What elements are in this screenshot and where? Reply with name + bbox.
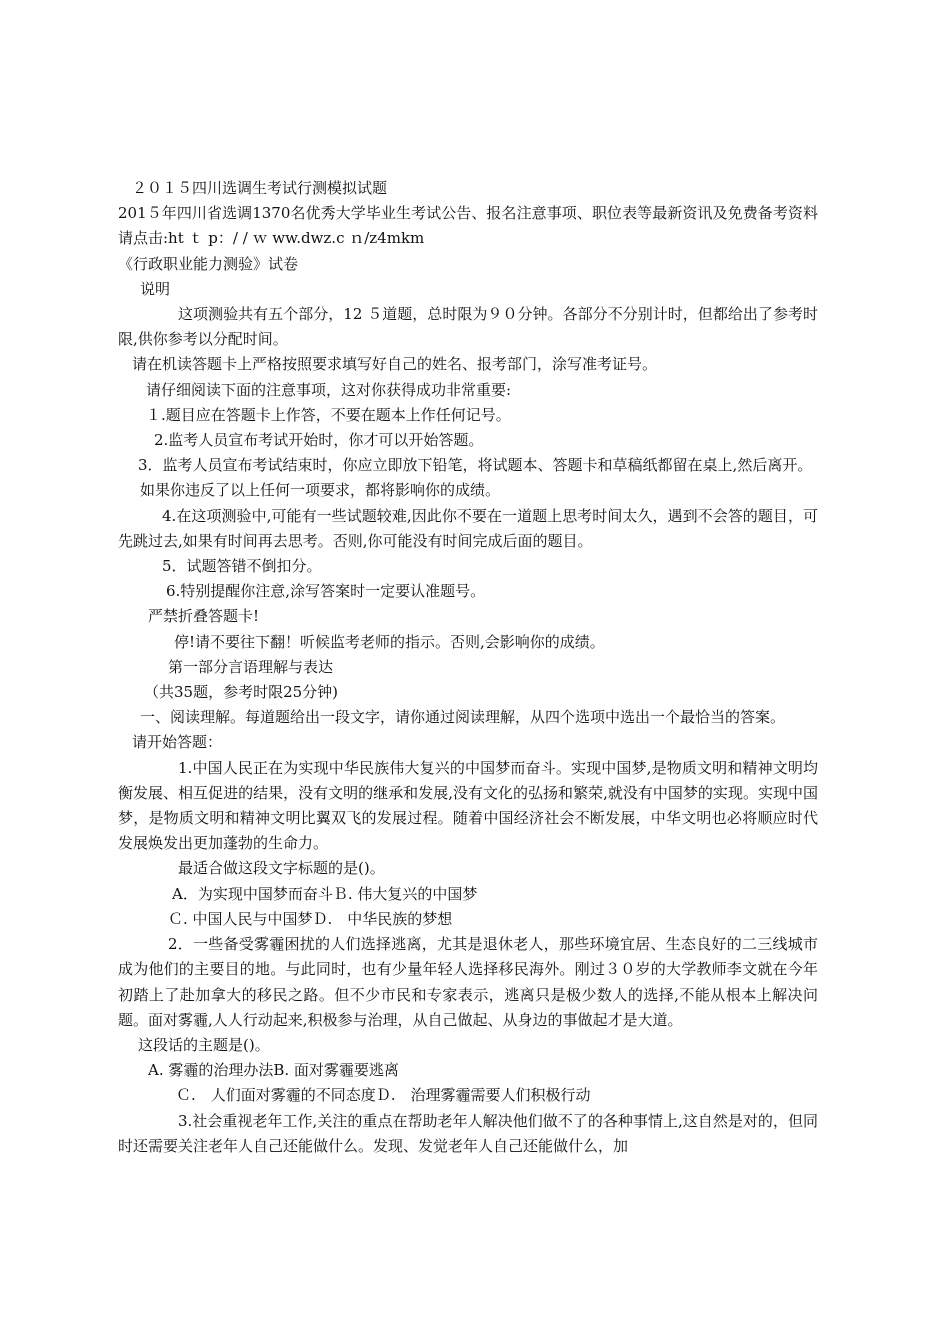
part1-time: （共35题，参考时限25分钟) — [144, 683, 339, 702]
note-warning: 如果你违反了以上任何一项要求，都将影响你的成绩。 — [140, 481, 501, 500]
explain-heading: 说明 — [140, 279, 171, 298]
note-3: 3．监考人员宣布考试结束时，你应立即放下铅笔，将试题本、答题卡和草稿纸都留在桌上,然后离开。 — [138, 456, 813, 475]
part1-heading: 第一部分言语理解与表达 — [168, 657, 334, 676]
explain-paragraph-2: 请在机读答题卡上严格按照要求填写好自己的姓名、报考部门，涂写准考证号。 — [132, 355, 658, 374]
question-2-prompt: 这段话的主题是()。 — [138, 1035, 270, 1054]
note-2: 2.监考人员宣布考试开始时，你才可以开始答题。 — [154, 431, 484, 450]
note-1: １.题目应在答题卡上作答，不要在题本上作任何记号。 — [146, 405, 511, 424]
paper-name: 《行政职业能力测验》试卷 — [118, 254, 299, 273]
document-title: ２０１５四川选调生考试行测模拟试题 — [132, 179, 388, 197]
start-prompt: 请开始答题： — [132, 733, 223, 752]
intro-paragraph: 201５年四川省选调1370名优秀大学毕业生考试公告、报名注意事项、职位表等最新资讯及免费备考资料请点击:ht ｔ p：/ / ｗ ww.dwz.c ｎ/z4mkm — [118, 204, 818, 248]
note-stop: 停!请不要往下翻！听候监考老师的指示。否则,会影响你的成绩。 — [174, 632, 605, 651]
note-5: 5．试题答错不倒扣分。 — [162, 557, 322, 576]
question-2-text: 2．一些备受雾霾困扰的人们选择逃离，尤其是退休老人，那些环境宜居、生态良好的二三线城市成为他们的主要目的地。与此同时，也有少量年轻人选择移民海外。刚过３０岁的大学教师李文就在今年初踏上了赴加拿大的移民之路。但不少市民和专家表示，逃离只是极少数人的选择,不能从根本上解决问题。面对雾霾,人人行动起来,积极参与治理，从自己做起、从身边的事做起才是大道。 — [118, 935, 818, 1029]
question-1-prompt: 最适合做这段文字标题的是()。 — [178, 859, 385, 878]
question-1-options-cd: Ｃ. 中国人民与中国梦Ｄ. 中华民族的梦想 — [168, 909, 453, 928]
question-1-options-ab: A．为实现中国梦而奋斗Ｂ. 伟大复兴的中国梦 — [172, 884, 478, 903]
note-6: 6.特别提醒你注意,涂写答案时一定要认准题号。 — [166, 582, 486, 601]
question-2-options-cd: Ｃ. 人们面对雾霾的不同态度Ｄ. 治理雾霾需要人们积极行动 — [176, 1086, 591, 1105]
question-1-text: 1.中国人民正在为实现中华民族伟大复兴的中国梦而奋斗。实现中国梦,是物质文明和精神文明均衡发展、相互促进的结果，没有文明的继承和发展,没有文化的弘扬和繁荣,就没有中国梦的实现。实现中国梦，是物质文明和精神文明比翼双飞的发展过程。随着中国经济社会不断发展，中华文明也必将顺应时代发展焕发出更加蓬勃的生命力。 — [118, 758, 818, 853]
explain-paragraph-1: 这项测验共有五个部分，12 ５道题，总时限为９０分钟。各部分不分别计时，但都给出了参考时限,供你参考以分配时间。 — [118, 305, 818, 349]
question-2-options-ab: A. 雾霾的治理办法B. 面对雾霾要逃离 — [148, 1061, 399, 1080]
document-body — [118, 176, 818, 1159]
question-3-text: 3.社会重视老年工作,关注的重点在帮助老年人解决他们做不了的各种事情上,这自然是对的，但同时还需要关注老年人自己还能做什么。发现、发觉老年人自己还能做什么，加 — [118, 1111, 818, 1155]
explain-paragraph-3: 请仔细阅读下面的注意事项，这对你获得成功非常重要: — [146, 380, 512, 399]
note-fold: 严禁折叠答题卡! — [148, 607, 260, 626]
section1-intro: 一、阅读理解。每道题给出一段文字，请你通过阅读理解，从四个选项中选出一个最恰当的答案。 — [140, 708, 786, 727]
note-4: 4.在这项测验中,可能有一些试题较难,因此你不要在一道题上思考时间太久，遇到不会答的题目，可先跳过去,如果有时间再去思考。否则,你可能没有时间完成后面的题目。 — [118, 506, 818, 550]
